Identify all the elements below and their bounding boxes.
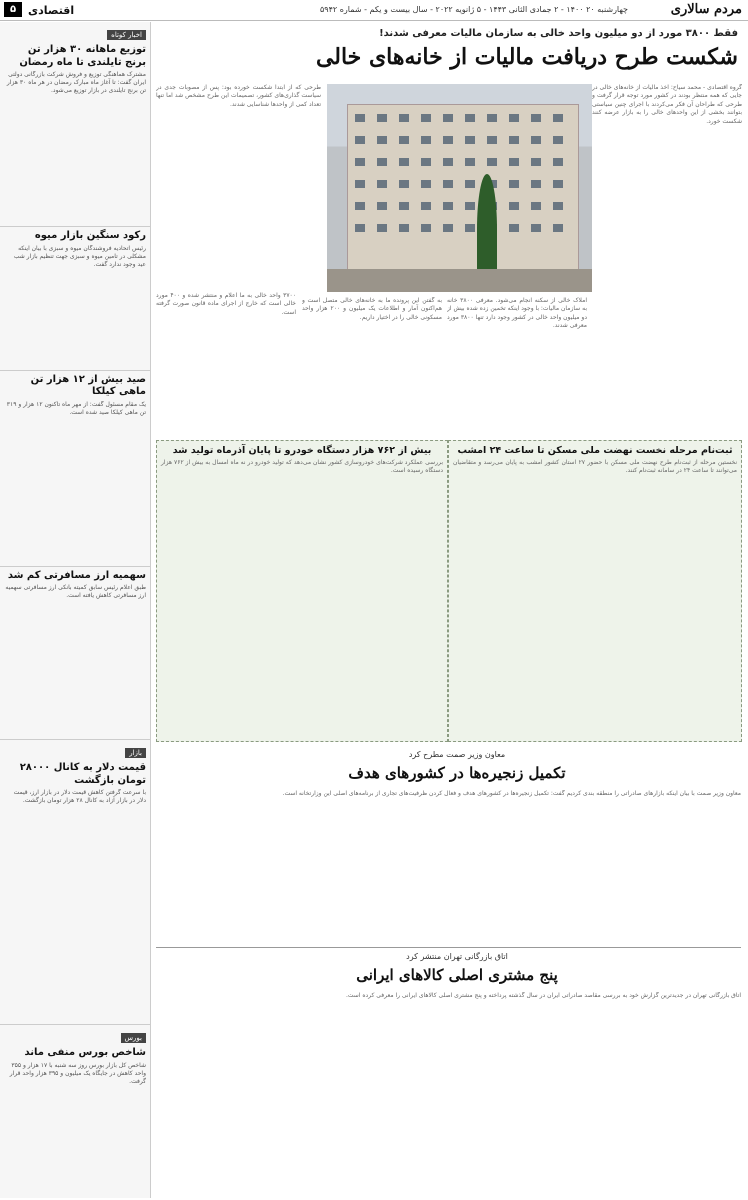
box-text: بررسی عملکرد شرکت‌های خودروسازی کشور نشان می‌دهد که تولید خودرو در نه ماه امسال به بیش از ۷۶۲ هزار دستگاه رسیده است. (161, 459, 444, 475)
lead-column-bottom-2: به گفتن این پرونده ما به خانه‌های خالی متصل است و هم‌اکنون آمار و اطلاعات یک میلیون و ۲۰۰ هزار واحد مسکونی خالی را در اختیار داریم. (302, 297, 442, 321)
window-row (355, 224, 569, 232)
sidebar-title: سهمیه ارز مسافرتی کم شد (7, 569, 146, 581)
sidebar-title: رکود سنگین بازار میوه (34, 230, 146, 241)
article3-kicker: اتاق بازرگانی تهران منتشر کرد (406, 952, 508, 961)
divider (156, 947, 741, 948)
sidebar-tag: بازار (125, 748, 146, 758)
car-production-box (156, 440, 448, 742)
buildings-photo (327, 84, 592, 292)
sidebar-block (0, 570, 150, 741)
sidebar-title: توزیع ماهانه ۳۰ هزار تن برنج تایلندی تا ماه رمضان (19, 44, 146, 68)
sidebar-text: با سرعت گرفتن کاهش قیمت دلار در بازار ارز، قیمت دلار در بازار آزاد به کانال ۲۸ هزار تومان بازگشت. (13, 789, 146, 805)
sidebar-news-column (0, 22, 151, 1198)
window-row (355, 114, 569, 122)
lead-column-right: گروه اقتصادی - محمد سیاح: اخذ مالیات از خانه‌های خالی در جایی که همه منتظر بودند در کشور مورد توجه قرار گرفت و طرحی که طراحان آن فکر می‌کردند با اجرای چنین سیاستی بتوانند بخشی از این واحدهای خالی را به بازار عرضه کنند شکست خورد. (592, 84, 742, 125)
sidebar-text: یک مقام مسئول گفت: از مهر ماه تاکنون ۱۲ هزار و ۳۱۹ تن ماهی کیلکا صید شده است. (6, 400, 146, 416)
box-text: نخستین مرحله از ثبت‌نام طرح نهضت ملی مسکن با حضور ۲۷ استان کشور امشب به پایان می‌رسد و متقاضیان می‌توانند تا ساعت ۲۴ در سامانه ثبت‌نام کنند. (453, 459, 737, 475)
sidebar-block (0, 230, 150, 371)
sidebar-block (0, 740, 150, 1025)
ground (327, 269, 592, 292)
sidebar-tag: بورس (121, 1033, 147, 1043)
window-row (355, 202, 569, 210)
sidebar-title: شاخص بورس منفی ماند (24, 1047, 146, 1058)
sidebar-text: مشترک هماهنگی توزیع و فروش شرکت بازرگانی دولتی ایران گفت: تا آغاز ماه مبارک رمضان در هر ماه ۳۰ هزار تن برنج تایلندی در بازار توزیع می‌شود. (6, 71, 146, 95)
sidebar-block (0, 374, 150, 567)
sidebar-text: رئیس اتحادیه فروشندگان میوه و سبزی با بیان اینکه مشکلی در تامین میوه و سبزی جهت تنظیم بازار شب عید وجود ندارد گفت. (13, 244, 146, 268)
sidebar-text: طبق اعلام رئیس سابق کمیته بانکی ارز مسافرتی سهمیه ارز مسافرتی کاهش یافته است. (5, 584, 146, 600)
issue-date: چهارشنبه ۲۰ ۱۴۰۰ - ۲ جمادی الثانی ۱۴۴۳ - ۵ ژانویه ۲۰۲۲ - سال بیست و یکم - شماره ۵۹۴۲ (319, 5, 628, 14)
sidebar-block (0, 22, 150, 227)
page-number: ۵ (4, 2, 22, 17)
lead-column-bottom-3: ۳۷۰۰ واحد خالی به ما اعلام و منتشر شده و ۴۰۰ مورد خالی است که خارج از اجرای ماده قانون صورت گرفته است. (156, 292, 296, 316)
sidebar-text: شاخص کل بازار بورس روز سه شنبه با ۱۷ هزار و ۳۵۵ واحد کاهش در جایگاه یک میلیون و ۳۹۵ هزار واحد قرار گرفت. (9, 1061, 146, 1085)
box-title: ثبت‌نام مرحله نخست نهضت ملی مسکن تا ساعت ۲۴ امشب (457, 445, 733, 456)
lead-column-photo-side: طرحی که از ابتدا شکست خورده بود: پس از مصوبات جدی در سیاست گذاری‌های کشور، تصمیمات این طرح مشخص شد اما تنها تعداد کمی از واحدها شناسایی شدند. (156, 84, 321, 108)
sidebar-tag: اخبار کوتاه (107, 30, 146, 40)
box-title: بیش از ۷۶۲ هزار دستگاه خودرو تا پایان آذرماه تولید شد (172, 445, 432, 456)
lead-kicker: فقط ۳۸۰۰ مورد از دو میلیون واحد خالی به سازمان مالیات معرفی شدند! (379, 28, 738, 39)
lead-headline: شکست طرح دریافت مالیات از خانه‌های خالی (315, 44, 738, 70)
tree (477, 174, 497, 284)
section-name: اقتصادی (28, 4, 75, 17)
masthead (0, 0, 748, 21)
newspaper-logo: مردم سالاری (670, 2, 742, 17)
article2-text: معاون وزیر صمت با بیان اینکه بازارهای صادراتی را منطقه بندی کردیم گفت: تکمیل زنجیره‌ها در کشورهای هدف و فعال کردن ظرفیت‌های تجاری از برنامه‌های اصلی این وزارتخانه است. (282, 790, 741, 797)
article2-kicker: معاون وزیر صمت مطرح کرد (408, 750, 506, 759)
article3-text: اتاق بازرگانی تهران در جدیدترین گزارش خود به بررسی مقاصد صادراتی ایران در سال گذشته پرداخته و پنج مشتری اصلی کالاهای ایرانی را معرفی کرده است. (345, 992, 741, 999)
sidebar-block (0, 1025, 150, 1198)
housing-registration-box (448, 440, 742, 742)
window-row (355, 180, 569, 188)
sidebar-title: صید بیش از ۱۲ هزار تن ماهی کیلکا (30, 373, 146, 397)
window-row (355, 158, 569, 166)
article3-title: پنج مشتری اصلی کالاهای ایرانی (356, 966, 558, 984)
window-row (355, 136, 569, 144)
lead-column-bottom-1: املاک خالی از سکنه انجام می‌شود. معرفی ۳۸۰۰ خانه به سازمان مالیات: با وجود اینکه تخمین زده شده بیش از دو میلیون واحد خالی در کشور وجود دارد تنها ۳۸۰۰ مورد معرفی شدند. (447, 297, 587, 330)
article2-title: تکمیل زنجیره‌ها در کشورهای هدف (348, 764, 566, 782)
main-content (152, 22, 748, 1198)
sidebar-title: قیمت دلار به کانال ۲۸۰۰۰ تومان بازگشت (19, 762, 146, 786)
